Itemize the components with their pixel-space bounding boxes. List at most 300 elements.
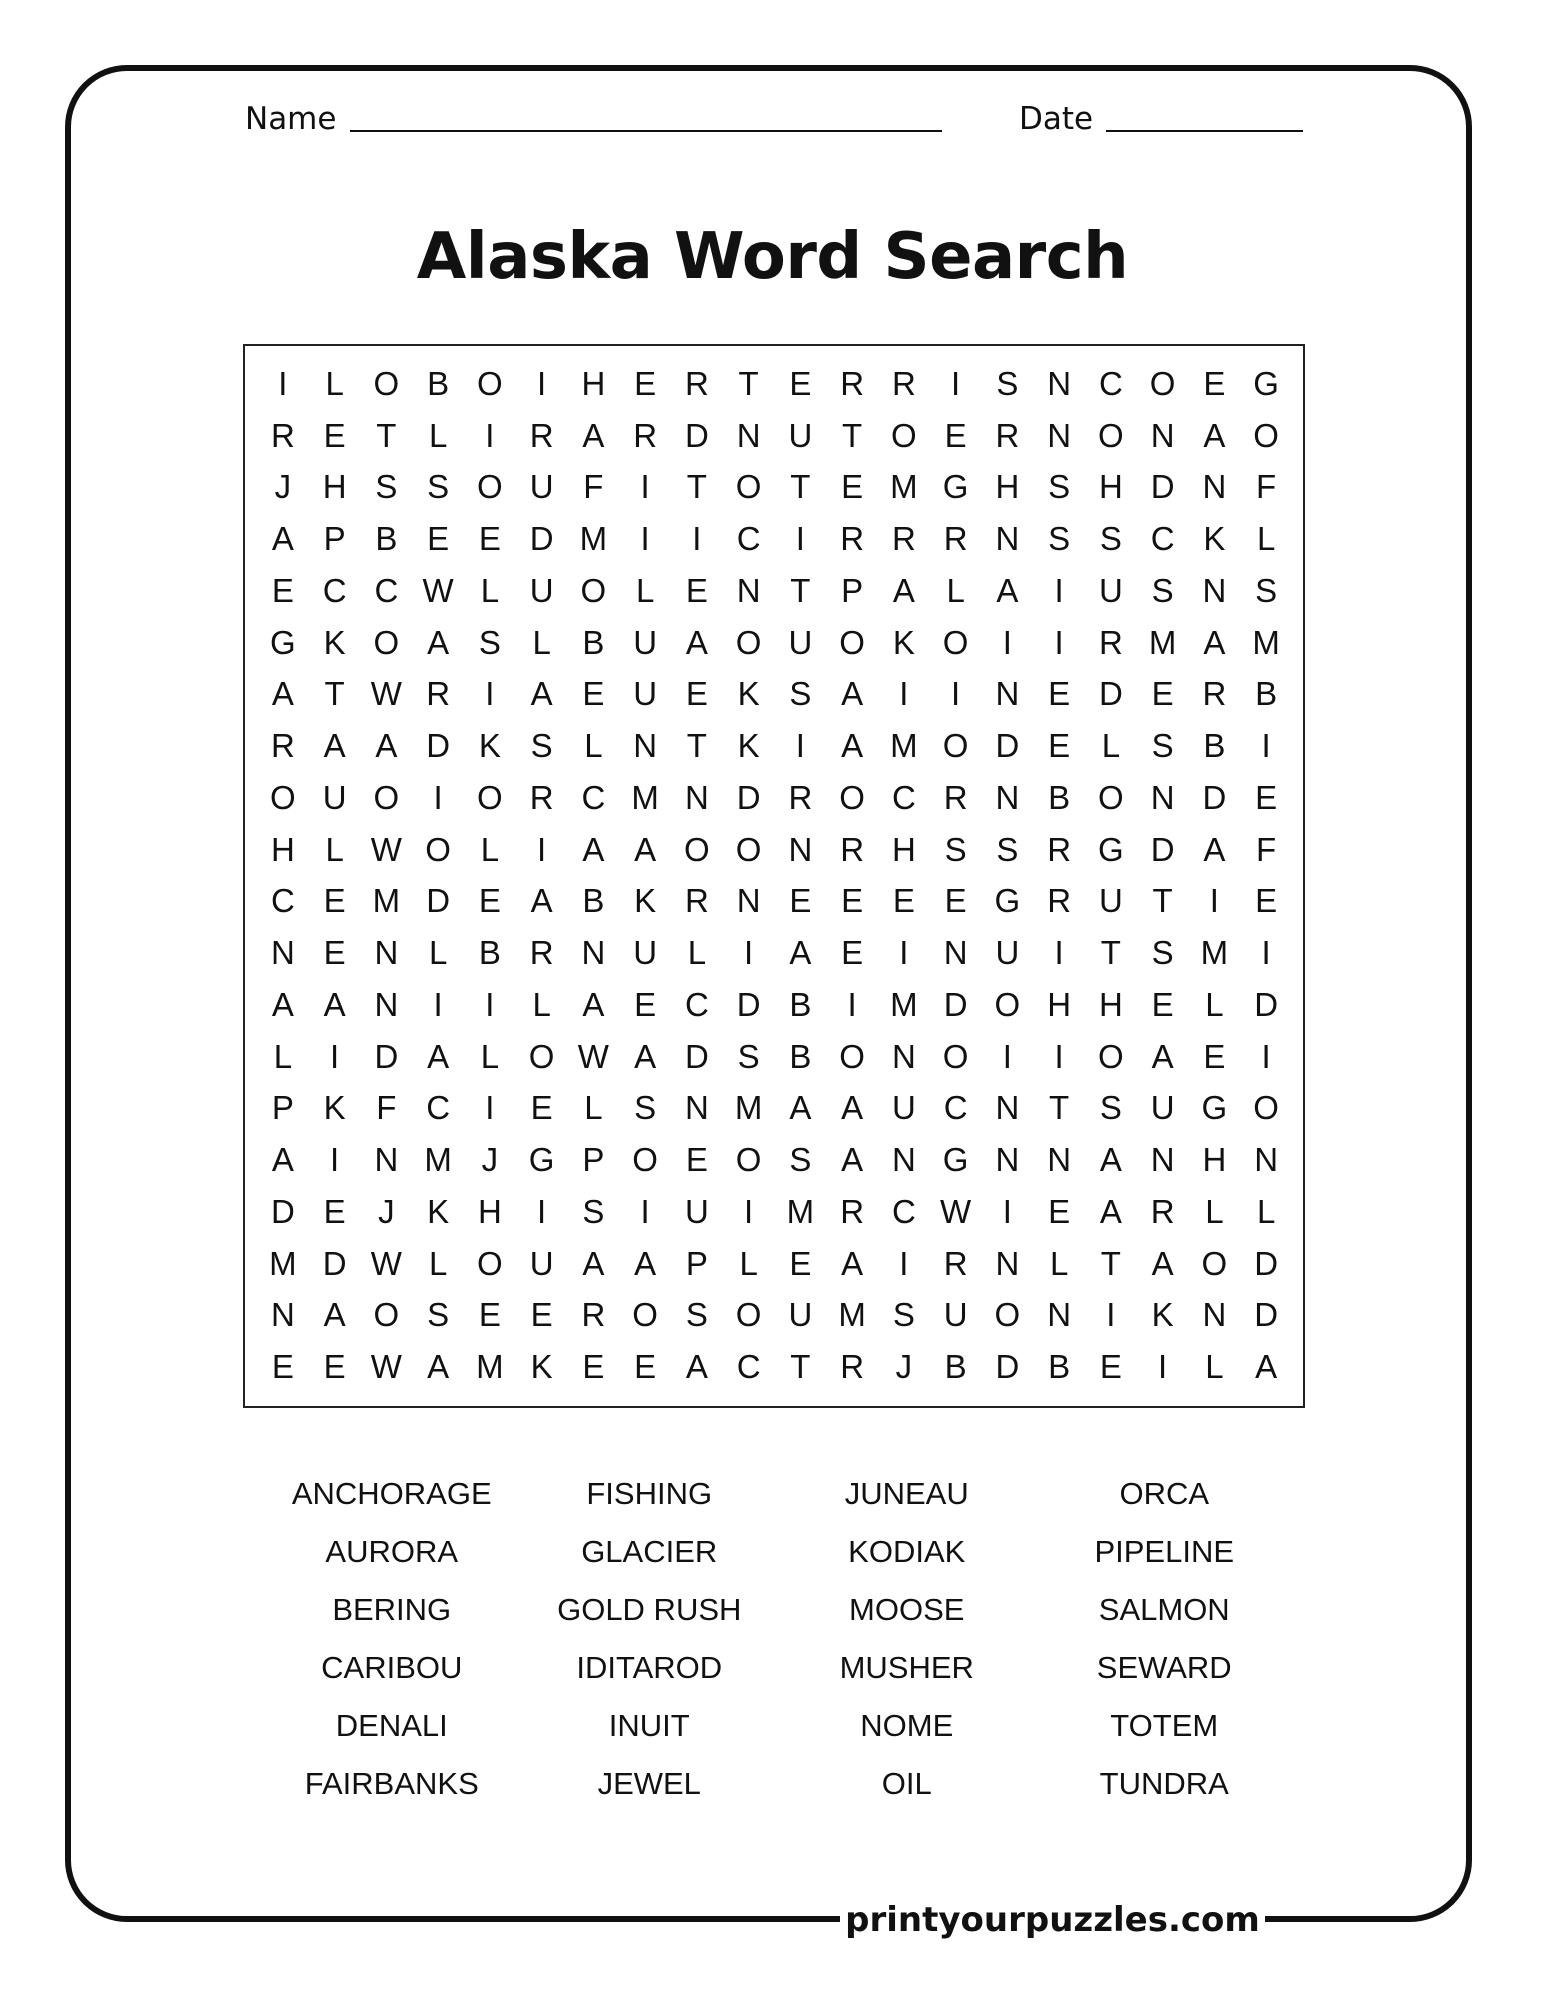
grid-letter: I [433, 985, 443, 1023]
grid-letter: N [995, 1244, 1020, 1282]
grid-letter: B [944, 1348, 967, 1386]
grid-letter: G [270, 623, 296, 661]
grid-letter: L [687, 934, 707, 972]
grid-letter: S [1151, 934, 1174, 972]
grid-letter: E [323, 1192, 346, 1230]
grid-letter: B [582, 882, 605, 920]
grid-letter: L [532, 985, 551, 1023]
grid-letter: R [891, 520, 916, 558]
grid-letter: I [1106, 1296, 1116, 1334]
grid-letter: A [1099, 1141, 1122, 1179]
grid-letter: S [892, 1296, 915, 1334]
grid-letter: A [634, 830, 657, 868]
grid-letter: C [684, 985, 709, 1023]
grid-letter: M [476, 1348, 504, 1386]
grid-letter: K [323, 623, 346, 661]
grid-letter: A [1151, 1037, 1174, 1075]
grid-letter: P [582, 1141, 605, 1179]
grid-letter: E [1255, 778, 1278, 816]
grid-letter: O [1253, 416, 1279, 454]
grid-letter: N [891, 1037, 916, 1075]
grid-letter: S [530, 727, 553, 765]
grid-letter: C [891, 1192, 916, 1230]
grid-letter: O [373, 1296, 400, 1334]
word-list-item: FAIRBANKS [304, 1766, 479, 1801]
grid-letter: N [736, 882, 761, 920]
grid-letter: B [375, 520, 398, 558]
grid-letter: A [427, 1348, 450, 1386]
grid-letter: E [1255, 882, 1278, 920]
grid-letter: A [375, 727, 398, 765]
grid-letter: A [892, 571, 915, 609]
grid-letter: J [274, 468, 292, 506]
grid-letter: E [478, 520, 501, 558]
grid-letter: I [692, 520, 702, 558]
grid-letter: B [478, 934, 501, 972]
grid-letter: W [370, 1348, 402, 1386]
grid-letter: P [271, 1089, 294, 1127]
grid-letter: H [1098, 985, 1123, 1023]
grid-letter: R [684, 364, 709, 402]
grid-letter: E [789, 364, 812, 402]
grid-letter: A [271, 675, 294, 713]
grid-letter: W [370, 1244, 402, 1282]
grid-letter: M [786, 1192, 815, 1230]
grid-letter: D [736, 778, 761, 816]
word-list-item: SEWARD [1096, 1650, 1232, 1685]
grid-letter: U [788, 416, 813, 454]
grid-letter: R [1098, 623, 1123, 661]
grid-letter: D [1150, 830, 1175, 868]
grid-letter: L [480, 1037, 500, 1075]
grid-letter: M [579, 520, 608, 558]
grid-letter: A [271, 1141, 294, 1179]
grid-letter: I [795, 727, 805, 765]
grid-letter: N [1202, 571, 1227, 609]
grid-letter: B [1048, 778, 1071, 816]
grid-letter: R [684, 882, 709, 920]
grid-letter: L [480, 830, 500, 868]
grid-letter: W [370, 830, 402, 868]
grid-letter: K [1203, 520, 1226, 558]
grid-letter: C [1098, 364, 1123, 402]
grid-letter: I [330, 1037, 340, 1075]
grid-letter: A [685, 1348, 708, 1386]
grid-letter: L [428, 934, 448, 972]
grid-letter: T [324, 675, 345, 713]
grid-letter: W [940, 1192, 972, 1230]
grid-letter: P [685, 1244, 708, 1282]
word-list-item: INUIT [608, 1708, 690, 1743]
grid-letter: I [1261, 934, 1271, 972]
grid-letter: O [839, 1037, 865, 1075]
grid-letter: S [1151, 571, 1174, 609]
grid-letter: D [426, 882, 451, 920]
grid-letter: O [477, 778, 503, 816]
grid-letter: L [428, 1244, 448, 1282]
grid-letter: O [1098, 1037, 1124, 1075]
grid-letter: O [270, 778, 296, 816]
grid-letter: E [789, 882, 812, 920]
grid-letter: E [841, 882, 864, 920]
grid-letter: U [891, 1089, 916, 1127]
grid-letter: B [1203, 727, 1226, 765]
grid-letter: O [632, 1141, 658, 1179]
grid-letter: O [425, 830, 451, 868]
grid-letter: C [270, 882, 295, 920]
grid-letter: A [271, 985, 294, 1023]
grid-letter: O [735, 1141, 762, 1179]
grid-letter: O [477, 468, 503, 506]
grid-letter: T [1100, 1244, 1121, 1282]
word-list-item: OIL [881, 1766, 932, 1801]
grid-letter: L [480, 571, 500, 609]
grid-letter: I [1002, 1192, 1012, 1230]
grid-letter: E [582, 1348, 605, 1386]
grid-letter: L [1205, 1348, 1224, 1386]
grid-letter: R [529, 416, 554, 454]
grid-letter: N [943, 934, 968, 972]
grid-letter: A [789, 934, 812, 972]
grid-letter: E [1099, 1348, 1122, 1386]
grid-letter: A [789, 1089, 812, 1127]
grid-letter: D [736, 985, 761, 1023]
word-list-item: TOTEM [1110, 1708, 1219, 1743]
grid-letter: R [943, 520, 968, 558]
grid-letter: S [944, 830, 967, 868]
grid-letter: I [1002, 623, 1012, 661]
grid-letter: N [995, 675, 1020, 713]
grid-letter: A [582, 985, 605, 1023]
grid-letter: A [271, 520, 294, 558]
word-list-item: NOME [860, 1708, 954, 1743]
grid-letter: A [1255, 1348, 1278, 1386]
grid-letter: K [737, 727, 760, 765]
grid-letter: P [841, 571, 864, 609]
grid-letter: K [892, 623, 915, 661]
grid-letter: N [995, 1089, 1020, 1127]
grid-letter: N [1202, 468, 1227, 506]
word-list-item: GLACIER [581, 1534, 718, 1569]
grid-letter: N [1150, 1141, 1175, 1179]
grid-letter: G [942, 1141, 969, 1179]
grid-letter: P [323, 520, 346, 558]
grid-letter: E [478, 882, 501, 920]
word-list-item: JUNEAU [844, 1476, 969, 1511]
grid-letter: O [735, 1296, 762, 1334]
word-list-item: ORCA [1119, 1476, 1210, 1511]
grid-letter: O [1201, 1244, 1228, 1282]
name-label: Name [245, 101, 337, 137]
grid-letter: N [1047, 1296, 1072, 1334]
grid-letter: N [736, 571, 761, 609]
grid-letter: S [737, 1037, 760, 1075]
grid-letter: E [1048, 1192, 1071, 1230]
grid-letter: J [481, 1141, 499, 1179]
grid-letter: K [530, 1348, 553, 1386]
grid-letter: D [529, 520, 554, 558]
grid-letter: D [1150, 468, 1175, 506]
grid-letter: A [323, 1296, 346, 1334]
grid-letter: N [374, 1141, 399, 1179]
grid-letter: F [1256, 830, 1277, 868]
grid-letter: E [427, 520, 450, 558]
grid-letter: N [995, 1141, 1020, 1179]
grid-letter: B [1048, 1348, 1071, 1386]
grid-letter: W [422, 571, 454, 609]
grid-letter: B [1255, 675, 1278, 713]
grid-letter: N [684, 1089, 709, 1127]
grid-letter: I [640, 1192, 650, 1230]
grid-letter: E [323, 416, 346, 454]
grid-letter: I [744, 1192, 754, 1230]
grid-letter: O [632, 1296, 658, 1334]
grid-letter: C [943, 1089, 968, 1127]
grid-letter: O [373, 364, 400, 402]
grid-letter: S [478, 623, 501, 661]
grid-letter: K [323, 1089, 346, 1127]
grid-letter: O [684, 830, 710, 868]
grid-letter: T [738, 364, 759, 402]
grid-letter: L [1101, 727, 1121, 765]
grid-letter: S [1048, 468, 1071, 506]
grid-letter: I [278, 364, 288, 402]
grid-letter: O [477, 364, 503, 402]
grid-letter: N [1150, 416, 1175, 454]
word-list-item: FISHING [586, 1476, 713, 1511]
grid-letter: A [1151, 1244, 1174, 1282]
grid-letter: M [838, 1296, 866, 1334]
grid-letter: A [1099, 1192, 1122, 1230]
grid-letter: N [270, 1296, 295, 1334]
grid-letter: C [374, 571, 399, 609]
date-line [1106, 130, 1303, 132]
grid-letter: L [273, 1037, 293, 1075]
grid-letter: I [1054, 934, 1064, 972]
grid-letter: M [890, 727, 918, 765]
grid-letter: D [1254, 1296, 1279, 1334]
word-list-item: AURORA [325, 1534, 459, 1569]
name-line [350, 130, 942, 132]
grid-letter: D [684, 416, 709, 454]
grid-letter: I [951, 364, 961, 402]
grid-letter: M [890, 985, 918, 1023]
word-list-item: TUNDRA [1099, 1766, 1229, 1801]
grid-letter: E [271, 571, 294, 609]
grid-letter: I [951, 675, 961, 713]
grid-letter: K [737, 675, 760, 713]
grid-letter: L [946, 571, 965, 609]
grid-letter: N [270, 934, 295, 972]
grid-letter: E [944, 416, 967, 454]
grid-letter: I [899, 675, 909, 713]
grid-letter: E [1048, 675, 1071, 713]
grid-letter: G [1253, 364, 1279, 402]
grid-letter: N [788, 830, 813, 868]
grid-letter: O [891, 416, 917, 454]
grid-letter: M [734, 1089, 763, 1127]
grid-letter: J [378, 1192, 395, 1230]
grid-letter: A [1203, 416, 1226, 454]
grid-letter: N [995, 778, 1020, 816]
word-list-item: IDITAROD [576, 1650, 723, 1685]
grid-letter: T [790, 468, 811, 506]
grid-letter: L [428, 416, 448, 454]
grid-letter: N [736, 416, 761, 454]
grid-letter: I [1054, 1037, 1064, 1075]
grid-letter: R [633, 416, 658, 454]
grid-letter: A [323, 985, 346, 1023]
grid-letter: I [899, 1244, 909, 1282]
grid-letter: S [582, 1192, 605, 1230]
grid-letter: J [895, 1348, 913, 1386]
word-list-item: MUSHER [839, 1650, 974, 1685]
grid-letter: N [374, 934, 399, 972]
grid-letter: A [841, 1089, 864, 1127]
grid-letter: L [325, 364, 344, 402]
grid-letter: O [373, 623, 400, 661]
grid-letter: E [841, 934, 864, 972]
grid-letter: N [1047, 364, 1072, 402]
grid-letter: D [1202, 778, 1227, 816]
grid-letter: O [839, 778, 865, 816]
grid-letter: U [788, 623, 813, 661]
grid-letter: I [1158, 1348, 1168, 1386]
grid-letter: A [1203, 830, 1226, 868]
grid-letter: N [633, 727, 658, 765]
grid-letter: L [532, 623, 551, 661]
grid-letter: I [485, 675, 495, 713]
grid-letter: O [994, 985, 1021, 1023]
grid-letter: S [1099, 520, 1122, 558]
grid-letter: D [322, 1244, 347, 1282]
grid-letter: R [270, 727, 295, 765]
grid-letter: A [427, 1037, 450, 1075]
grid-letter: E [530, 1296, 553, 1334]
grid-letter: C [736, 520, 761, 558]
grid-letter: B [427, 364, 450, 402]
word-list-item: CARIBOU [321, 1650, 463, 1685]
grid-letter: G [942, 468, 969, 506]
grid-letter: I [537, 1192, 547, 1230]
grid-letter: D [995, 1348, 1020, 1386]
grid-letter: S [685, 1296, 708, 1334]
grid-letter: A [427, 623, 450, 661]
grid-letter: E [323, 1348, 346, 1386]
grid-letter: E [789, 1244, 812, 1282]
grid-letter: A [841, 1244, 864, 1282]
puzzle-grid [257, 358, 1292, 1393]
grid-letter: E [1203, 1037, 1226, 1075]
grid-letter: L [1205, 1192, 1224, 1230]
grid-letter: K [427, 1192, 450, 1230]
grid-letter: L [584, 1089, 603, 1127]
grid-letter: E [271, 1348, 294, 1386]
grid-letter: U [529, 571, 554, 609]
grid-letter: C [322, 571, 347, 609]
grid-letter: A [841, 727, 864, 765]
grid-letter: E [892, 882, 915, 920]
grid-letter: R [840, 830, 865, 868]
grid-letter: E [634, 1348, 657, 1386]
grid-letter: S [996, 830, 1019, 868]
grid-letter: O [839, 623, 865, 661]
grid-letter: I [1261, 1037, 1271, 1075]
grid-letter: O [1253, 1089, 1279, 1127]
grid-letter: O [735, 468, 762, 506]
grid-letter: T [842, 416, 863, 454]
grid-letter: E [323, 934, 346, 972]
grid-letter: T [790, 1348, 811, 1386]
grid-letter: F [583, 468, 604, 506]
grid-letter: I [1002, 1037, 1012, 1075]
grid-letter: I [744, 934, 754, 972]
grid-letter: E [1048, 727, 1071, 765]
grid-letter: E [323, 882, 346, 920]
grid-letter: R [581, 1296, 606, 1334]
grid-letter: O [942, 1037, 969, 1075]
grid-letter: O [528, 1037, 555, 1075]
grid-letter: S [789, 675, 812, 713]
grid-letter: O [580, 571, 607, 609]
grid-letter: M [424, 1141, 452, 1179]
grid-letter: R [270, 416, 295, 454]
grid-letter: D [943, 985, 968, 1023]
grid-letter: L [1205, 985, 1224, 1023]
grid-letter: E [1151, 985, 1174, 1023]
word-list-item: BERING [332, 1592, 452, 1627]
grid-letter: D [1098, 675, 1123, 713]
grid-letter: R [1047, 882, 1072, 920]
grid-letter: E [685, 571, 708, 609]
grid-letter: I [1209, 882, 1219, 920]
grid-letter: U [1150, 1089, 1175, 1127]
grid-letter: I [1054, 571, 1064, 609]
grid-letter: K [634, 882, 657, 920]
grid-letter: S [1255, 571, 1278, 609]
grid-letter: U [633, 623, 658, 661]
grid-letter: M [1200, 934, 1229, 972]
grid-letter: L [635, 571, 655, 609]
grid-letter: M [372, 882, 401, 920]
grid-letter: O [942, 623, 969, 661]
grid-letter: E [1203, 364, 1226, 402]
grid-letter: N [1047, 416, 1072, 454]
grid-letter: L [325, 830, 344, 868]
grid-letter: U [529, 468, 554, 506]
grid-letter: D [374, 1037, 399, 1075]
grid-letter: D [1254, 985, 1279, 1023]
grid-letter: S [427, 468, 450, 506]
grid-letter: H [477, 1192, 502, 1230]
grid-letter: A [634, 1037, 657, 1075]
grid-letter: W [370, 675, 402, 713]
grid-letter: S [1151, 727, 1174, 765]
grid-letter: L [1049, 1244, 1069, 1282]
grid-letter: U [529, 1244, 554, 1282]
grid-letter: R [1047, 830, 1072, 868]
grid-letter: O [1149, 364, 1176, 402]
word-list-item: PIPELINE [1094, 1534, 1235, 1569]
grid-letter: I [899, 934, 909, 972]
grid-letter: S [375, 468, 398, 506]
grid-letter: S [1048, 520, 1071, 558]
grid-letter: T [1100, 934, 1121, 972]
grid-letter: U [1098, 882, 1123, 920]
grid-letter: A [841, 1141, 864, 1179]
grid-letter: O [373, 778, 400, 816]
grid-letter: S [996, 364, 1019, 402]
